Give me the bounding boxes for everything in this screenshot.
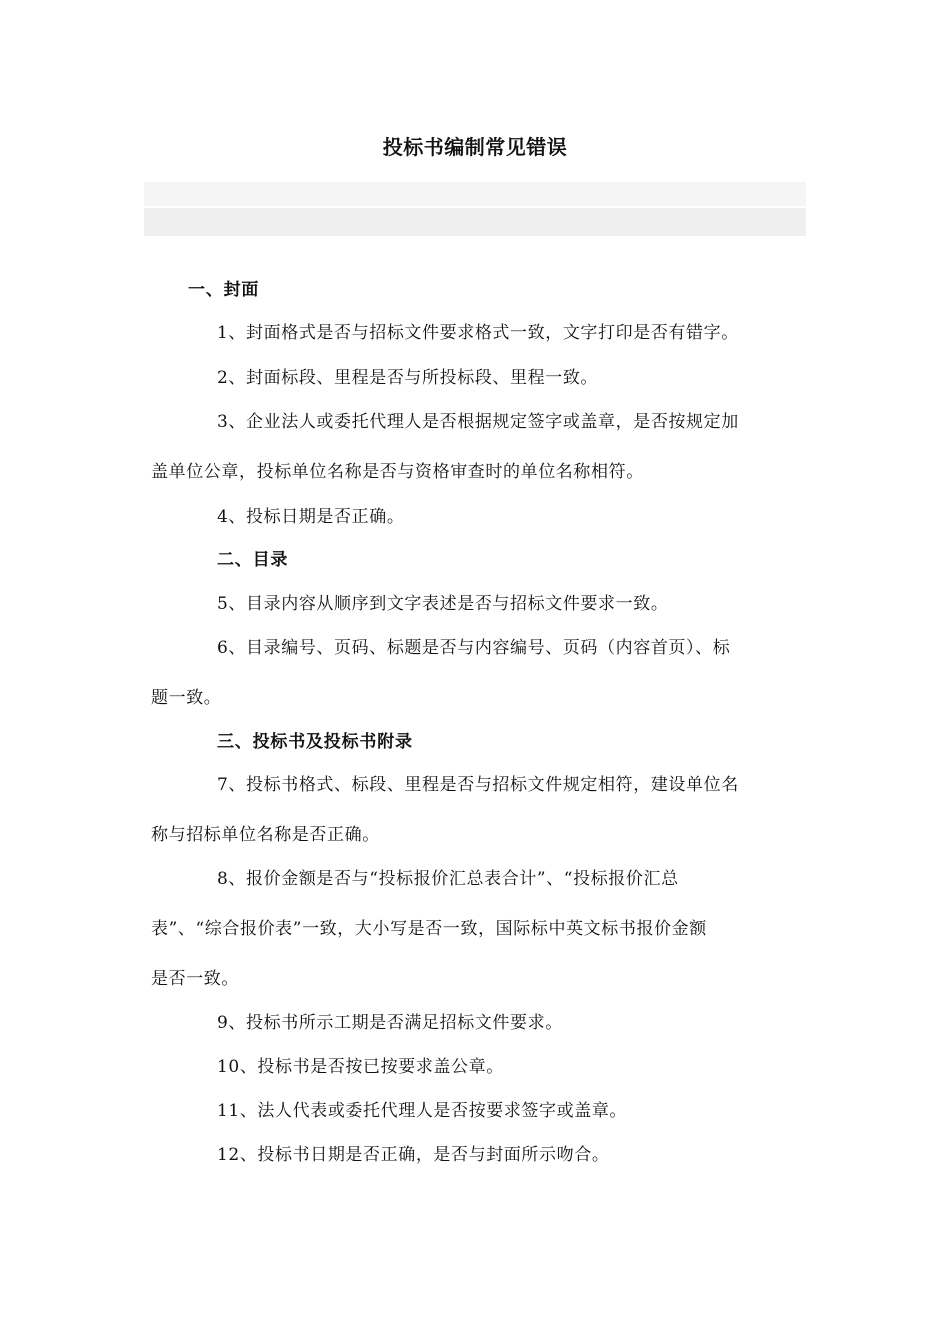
section-heading-bid-letter: 三、投标书及投标书附录 [217, 732, 413, 752]
item-8-line-2: 表”、“综合报价表”一致，大小写是否一致，国际标中英文标书报价金额 [151, 919, 707, 939]
item-8-line-3: 是否一致。 [151, 969, 239, 989]
item-7-line-1: 7、投标书格式、标段、里程是否与招标文件规定相符，建设单位名 [217, 775, 739, 795]
item-7-line-2: 称与招标单位名称是否正确。 [151, 825, 380, 845]
header-band-top [144, 182, 806, 206]
document-title: 投标书编制常见错误 [382, 135, 568, 159]
item-3-line-2: 盖单位公章，投标单位名称是否与资格审查时的单位名称相符。 [151, 462, 644, 482]
item-6-line-1: 6、目录编号、页码、标题是否与内容编号、页码（内容首页）、标 [217, 638, 731, 658]
header-band-bottom [144, 208, 806, 236]
item-5: 5、目录内容从顺序到文字表述是否与招标文件要求一致。 [217, 594, 669, 614]
section-heading-cover: 一、封面 [188, 280, 260, 300]
item-1: 1、封面格式是否与招标文件要求格式一致，文字打印是否有错字。 [217, 323, 739, 343]
item-3-line-1: 3、企业法人或委托代理人是否根据规定签字或盖章，是否按规定加 [217, 412, 739, 432]
item-6-line-2: 题一致。 [151, 688, 222, 708]
item-11: 11、法人代表或委托代理人是否按要求签字或盖章。 [217, 1101, 628, 1121]
item-2: 2、封面标段、里程是否与所投标段、里程一致。 [217, 368, 599, 388]
section-heading-toc: 二、目录 [217, 550, 289, 570]
item-10: 10、投标书是否按已按要求盖公章。 [217, 1057, 504, 1077]
item-8-line-1: 8、报价金额是否与“投标报价汇总表合计”、“投标报价汇总 [217, 869, 679, 889]
item-12: 12、投标书日期是否正确，是否与封面所示吻合。 [217, 1145, 610, 1165]
item-9: 9、投标书所示工期是否满足招标文件要求。 [217, 1013, 563, 1033]
item-4: 4、投标日期是否正确。 [217, 507, 405, 527]
